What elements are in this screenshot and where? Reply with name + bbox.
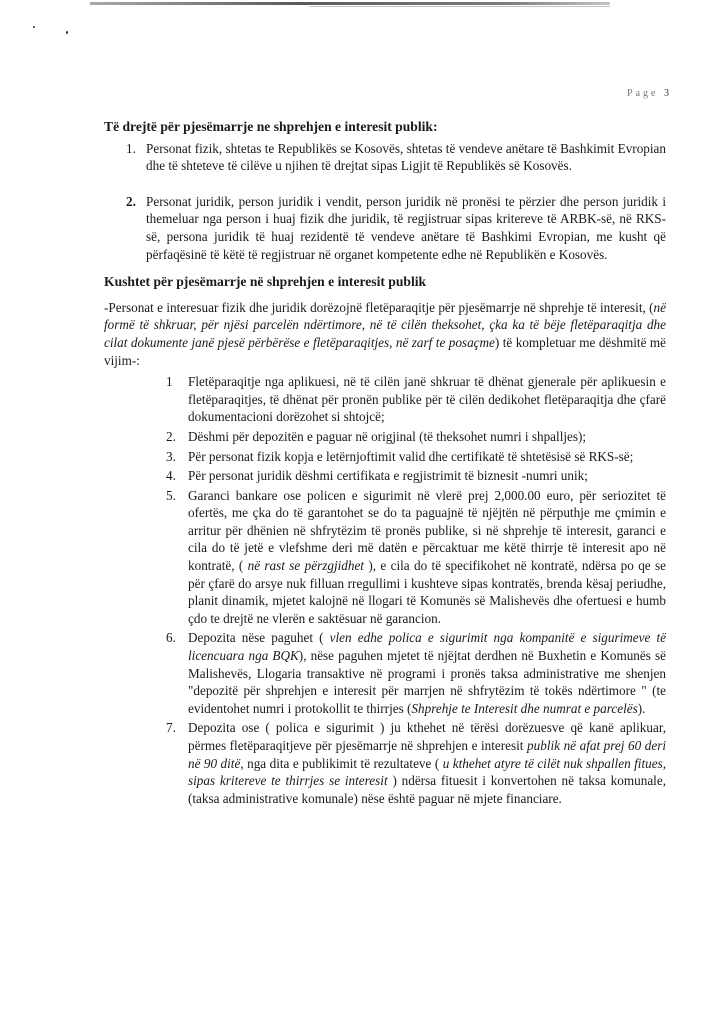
conditions-list-item (104, 719, 666, 807)
intro-text: ) të kompletuar me dëshmitë më vijim-: (104, 334, 666, 368)
item-text-part: ). (637, 700, 646, 716)
scan-speck (66, 31, 68, 34)
list-item-text: Për personat fizik kopja e letërnjoftimit valid dhe certifikatë të shtetësisë së RKS-së; (188, 448, 634, 464)
item-text-part: Depozita nëse paguhet ( (188, 630, 330, 646)
list-item-number: 4. (166, 468, 176, 484)
list-item-text: Për personat juridik dëshmi certifikata e regjistrimit të biznesit -numri unik; (188, 468, 588, 484)
scan-speck (33, 26, 35, 28)
item-italic-text: u kthehet atyre të cilët nuk shpallen fitues, sipas kritereve te thirrjes se interesit (188, 755, 666, 789)
conditions-list-item (104, 373, 666, 426)
scan-edge-line-secondary (310, 6, 610, 7)
conditions-list-item (104, 487, 666, 628)
rights-heading: Të drejtë për pjesëmarrje ne shprehjen e interesit publik: (104, 119, 438, 134)
page-number-value: 3 (664, 88, 669, 99)
rights-list-item (104, 140, 666, 175)
conditions-list-item (104, 428, 666, 446)
item-text-part: Depozita ose ( polica e sigurimit ) ju kthehet në tërësi dorëzuesve që kanë aplikuar, përmes fletëparaqitjeve për pjesëmarrje në shprehjen e interesit (188, 720, 666, 753)
list-item-text: Fletëparaqitje nga aplikuesi, në të cilën janë shkruar të dhënat gjenerale për aplikuesin e fletëparaqitjes, të dhënat për pronën publike për të cilën dedikohet fletëparaqitja dhe çfarë dokumentacioni dorëzohet si shtojcë; (188, 374, 666, 425)
page-number (627, 88, 669, 99)
intro-italic-text: në formë të shkruar, për njësi parcelën ndërtimore, në të cilën theksohet, çka ka të bëje fletëparaqitja dhe cilat dokumente janë pjesë përbërëse e fletëparaqitjes, në zarf te posaçme (104, 299, 666, 350)
item-text-part: Garanci bankare ose policen e sigurimit në vlerë prej 2,000.00 euro, për seriozitet të ofertës, me çka do të garantohet se do ta paguajnë të njëjtën në përputhje me çmimin e arritur për dhënien në shfrytëzim të pronës publike, si në shprehje të interesit, garanci e cila do të jetë e vlefshme deri më datën e përcaktuar me këtë thirrje të interesit apo në kontratë, ( (188, 487, 666, 574)
list-item-number: 6. (166, 630, 176, 646)
item-italic-text: publik në afat prej 60 deri në 90 ditë (188, 738, 667, 771)
item-text-part: ), e cila do të specifikohet në kontratë, ndërsa po qe se për çfarë do arsye nuk filluan rregullimi i kushteve sipas kontratës, brenda kësaj periudhe, planit dinamik, mjetet kalojnë në llogari të Komunës së Malishevës dhe ofertuesi e humb çdo te drejtë ne vlerën e saktësuar në garancion. (188, 558, 666, 626)
list-item-number: 2. (166, 428, 176, 444)
conditions-list-item (104, 467, 666, 485)
list-item-text: Dëshmi për depozitën e paguar në origjinal (të theksohet numri i shpalljes); (188, 428, 587, 444)
intro-text: -Personat e interesuar fizik dhe juridik dorëzojnë fletëparaqitje për pjesëmarrje në shprehje të interesit, ( (104, 299, 654, 315)
conditions-list (104, 373, 666, 807)
scan-edge-line (90, 2, 610, 5)
conditions-intro (104, 299, 666, 369)
item-italic-text: vlen edhe polica e sigurimit nga kompanitë e sigurimeve të licencuara nga BQK (188, 630, 666, 664)
item-italic-text: në rast se përzgjidhet (247, 558, 364, 574)
list-item-number: 5. (166, 487, 176, 503)
item-italic-text: Shprehje te Interesit dhe numrat e parcelës (411, 700, 638, 716)
list-item-number: 3. (166, 448, 176, 464)
list-item-text (188, 488, 666, 626)
conditions-list-item (104, 448, 666, 466)
list-item-text (188, 630, 666, 715)
list-item-number: 7. (166, 720, 176, 736)
item-text-part: , nga dita e publikimit të rezultateve ( (240, 755, 443, 771)
list-item-text (188, 720, 666, 805)
list-item-number: 2. (126, 193, 136, 209)
list-item-number: 1 (166, 374, 173, 390)
list-item-text: Personat fizik, shtetas te Republikës se Kosovës, shtetas të vendeve anëtare të Bashkimit Evropian dhe të shteteve të cilëve u njihen të drejtat sipas Ligjit të Republikës së Kosovës. (146, 140, 666, 174)
page-number-label: Page (627, 88, 659, 99)
rights-list (104, 140, 666, 264)
conditions-list-item (104, 629, 666, 717)
document-body (104, 118, 666, 809)
item-text-part: ) ndërsa fituesit i konvertohen në taksa komunale, (taksa administrative komunale) nëse është paguar në mjete financiare. (188, 773, 666, 806)
item-text-part: ), nëse paguhen mjetet të njëjtat derdhen në Buxhetin e Komunës së Malishevës, Llogaria transaktive në programi i pronës taksa administrative me shenjen "depozitë për shprehjen e interesit për marrjen në shfrytëzim të tokës ndërtimore " (te evidentohet numri i protokollit te thirrjes ( (188, 648, 666, 716)
list-item-number: 1. (126, 140, 136, 156)
conditions-heading: Kushtet për pjesëmarrje në shprehjen e interesit publik (104, 274, 427, 290)
rights-list-item (104, 193, 666, 263)
list-item-text: Personat juridik, person juridik i vendit, person juridik në pronësi te përzier dhe person juridik i themeluar nga person i huaj fizik dhe juridik, të regjistruar sipas kritereve të ARBK-së, në RKS-së, persona juridik të huaj rezidentë të vendeve anëtare të Bashkimi Evropian, me kusht që përfaqësinë të këtë të regjistruar në organet kompetente edhe në Republikën e Kosovës. (146, 193, 666, 262)
